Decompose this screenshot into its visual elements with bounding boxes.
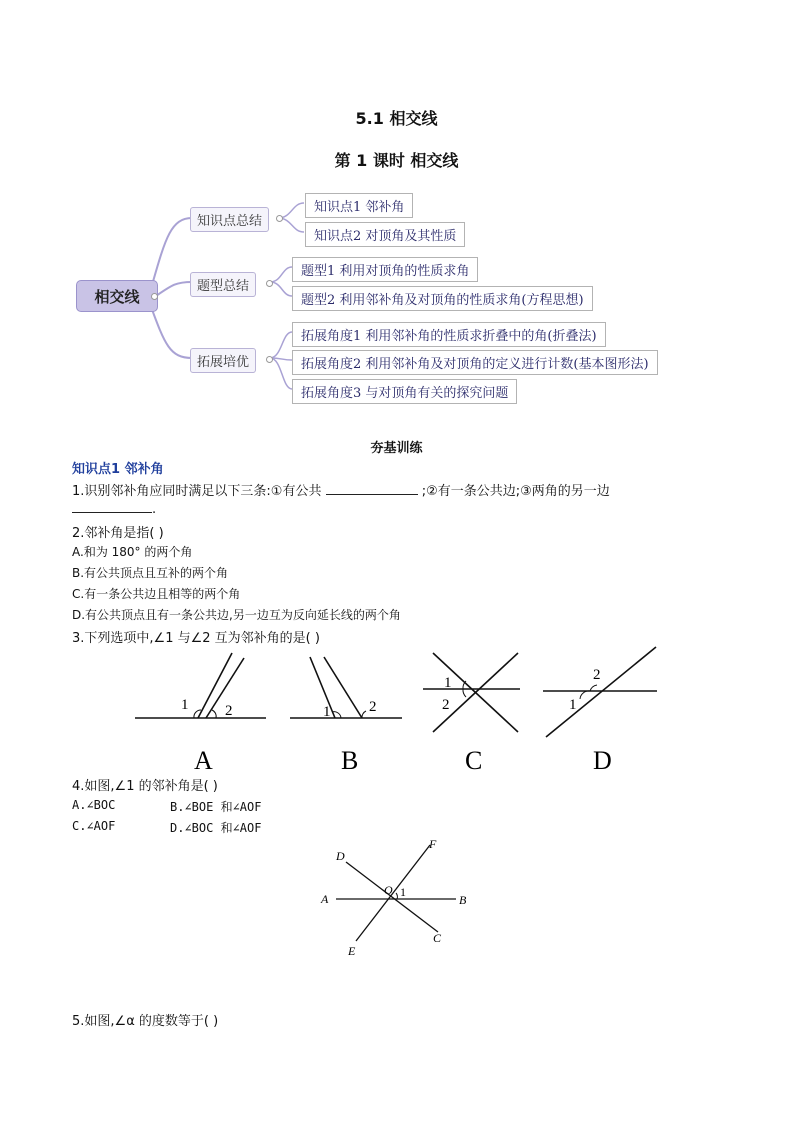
figure-label-pE: E [348,944,356,958]
q4-option-c: C.∠AOF [72,819,116,833]
figure-label-fb1: 1 [323,704,331,720]
question-4-stem: 4.如图,∠1 的邻补角是( ) [72,779,218,794]
q1-blank-2 [72,500,152,513]
mindmap-root-bullet [151,293,158,300]
q4-figure [310,835,490,965]
mindmap-leaf: 知识点1 邻补角 [305,193,413,218]
q4-option-b: B.∠BOE 和∠AOF [170,800,262,814]
mindmap-leaf: 拓展角度3 与对顶角有关的探究问题 [292,379,517,404]
q3-fig-a-label-1 [181,697,189,713]
figure-label-fd2: 2 [593,667,601,683]
mindmap-branch-knowledge: 知识点总结 [190,207,269,232]
q3-fig-d-label-2 [593,667,601,683]
question-3-stem: 3.下列选项中,∠1 与∠2 互为邻补角的是( ) [72,631,320,646]
q2-option-b: B.有公共顶点且互补的两个角 [72,566,229,580]
page-title: 5.1 相交线 [355,109,438,128]
mindmap-branch-types: 题型总结 [190,272,256,297]
mindmap-leaf: 拓展角度2 利用邻补角及对顶角的定义进行计数(基本图形法) [292,350,658,375]
mindmap-root: 相交线 [76,280,158,312]
q1-text-3: . [152,502,157,517]
q3-fig-a-label-2 [225,703,233,719]
question-5-stem: 5.如图,∠α 的度数等于( ) [72,1014,219,1029]
figure-label-pF: F [429,837,437,851]
figure-label-pD: D [336,849,345,863]
knowledge-point-heading: 知识点1 邻补角 [72,462,164,477]
mindmap-leaf: 题型2 利用邻补角及对顶角的性质求角(方程思想) [292,286,593,311]
q3-fig-a-letter: A [194,746,213,775]
figure-label-pC: C [433,931,442,945]
figure-label-fd1: 1 [569,697,577,713]
mindmap-branch-bullet [266,356,273,363]
q1-text-1: 1.识别邻补角应同时满足以下三条:①有公共 [72,484,322,499]
q3-fig-b-label-2 [369,699,377,715]
page-subtitle: 第 1 课时 相交线 [334,151,459,170]
q3-fig-c-label-2 [442,697,450,713]
figure-label-pB: B [459,893,467,907]
figure-label-fb2: 2 [369,699,377,715]
figure-label-fc2: 2 [442,697,450,713]
mindmap-leaf: 题型1 利用对顶角的性质求角 [292,257,478,282]
question-2-stem: 2.邻补角是指( ) [72,526,164,541]
mindmap-leaf: 拓展角度1 利用邻补角的性质求折叠中的角(折叠法) [292,322,606,347]
q4-option-d: D.∠BOC 和∠AOF [170,821,262,835]
q1-blank-1 [326,482,418,495]
mindmap-branch-bullet [276,215,283,222]
q3-fig-d-letter: D [593,746,612,775]
question-1 [72,480,610,499]
q2-option-c: C.有一条公共边且相等的两个角 [72,587,241,601]
mindmap-branch-bullet [266,280,273,287]
figure-label-fa1: 1 [181,697,189,713]
section-heading: 夯基训练 [370,441,423,456]
q3-fig-c-letter: C [465,746,483,775]
figure-label-fc1: 1 [444,675,452,691]
q2-option-a: A.和为 180° 的两个角 [72,545,193,559]
q3-figures [0,645,793,780]
q3-fig-b-letter: B [341,746,359,775]
q2-option-d: D.有公共顶点且有一条公共边,另一边互为反向延长线的两个角 [72,608,401,622]
figure-label-fa2: 2 [225,703,233,719]
q3-fig-b-label-1 [323,704,331,720]
mindmap-branch-extension: 拓展培优 [190,348,256,373]
q1-text-2: ;②有一条公共边;③两角的另一边 [421,484,610,499]
question-1-cont [72,500,156,517]
figure-label-p1: 1 [400,885,406,899]
mindmap-leaf: 知识点2 对顶角及其性质 [305,222,465,247]
figure-label-pA: A [321,892,329,906]
q3-fig-d-label-1 [569,697,577,713]
q3-fig-c-label-1 [444,675,452,691]
q4-option-a: A.∠BOC [72,798,116,812]
figure-label-pO: O [384,883,393,897]
